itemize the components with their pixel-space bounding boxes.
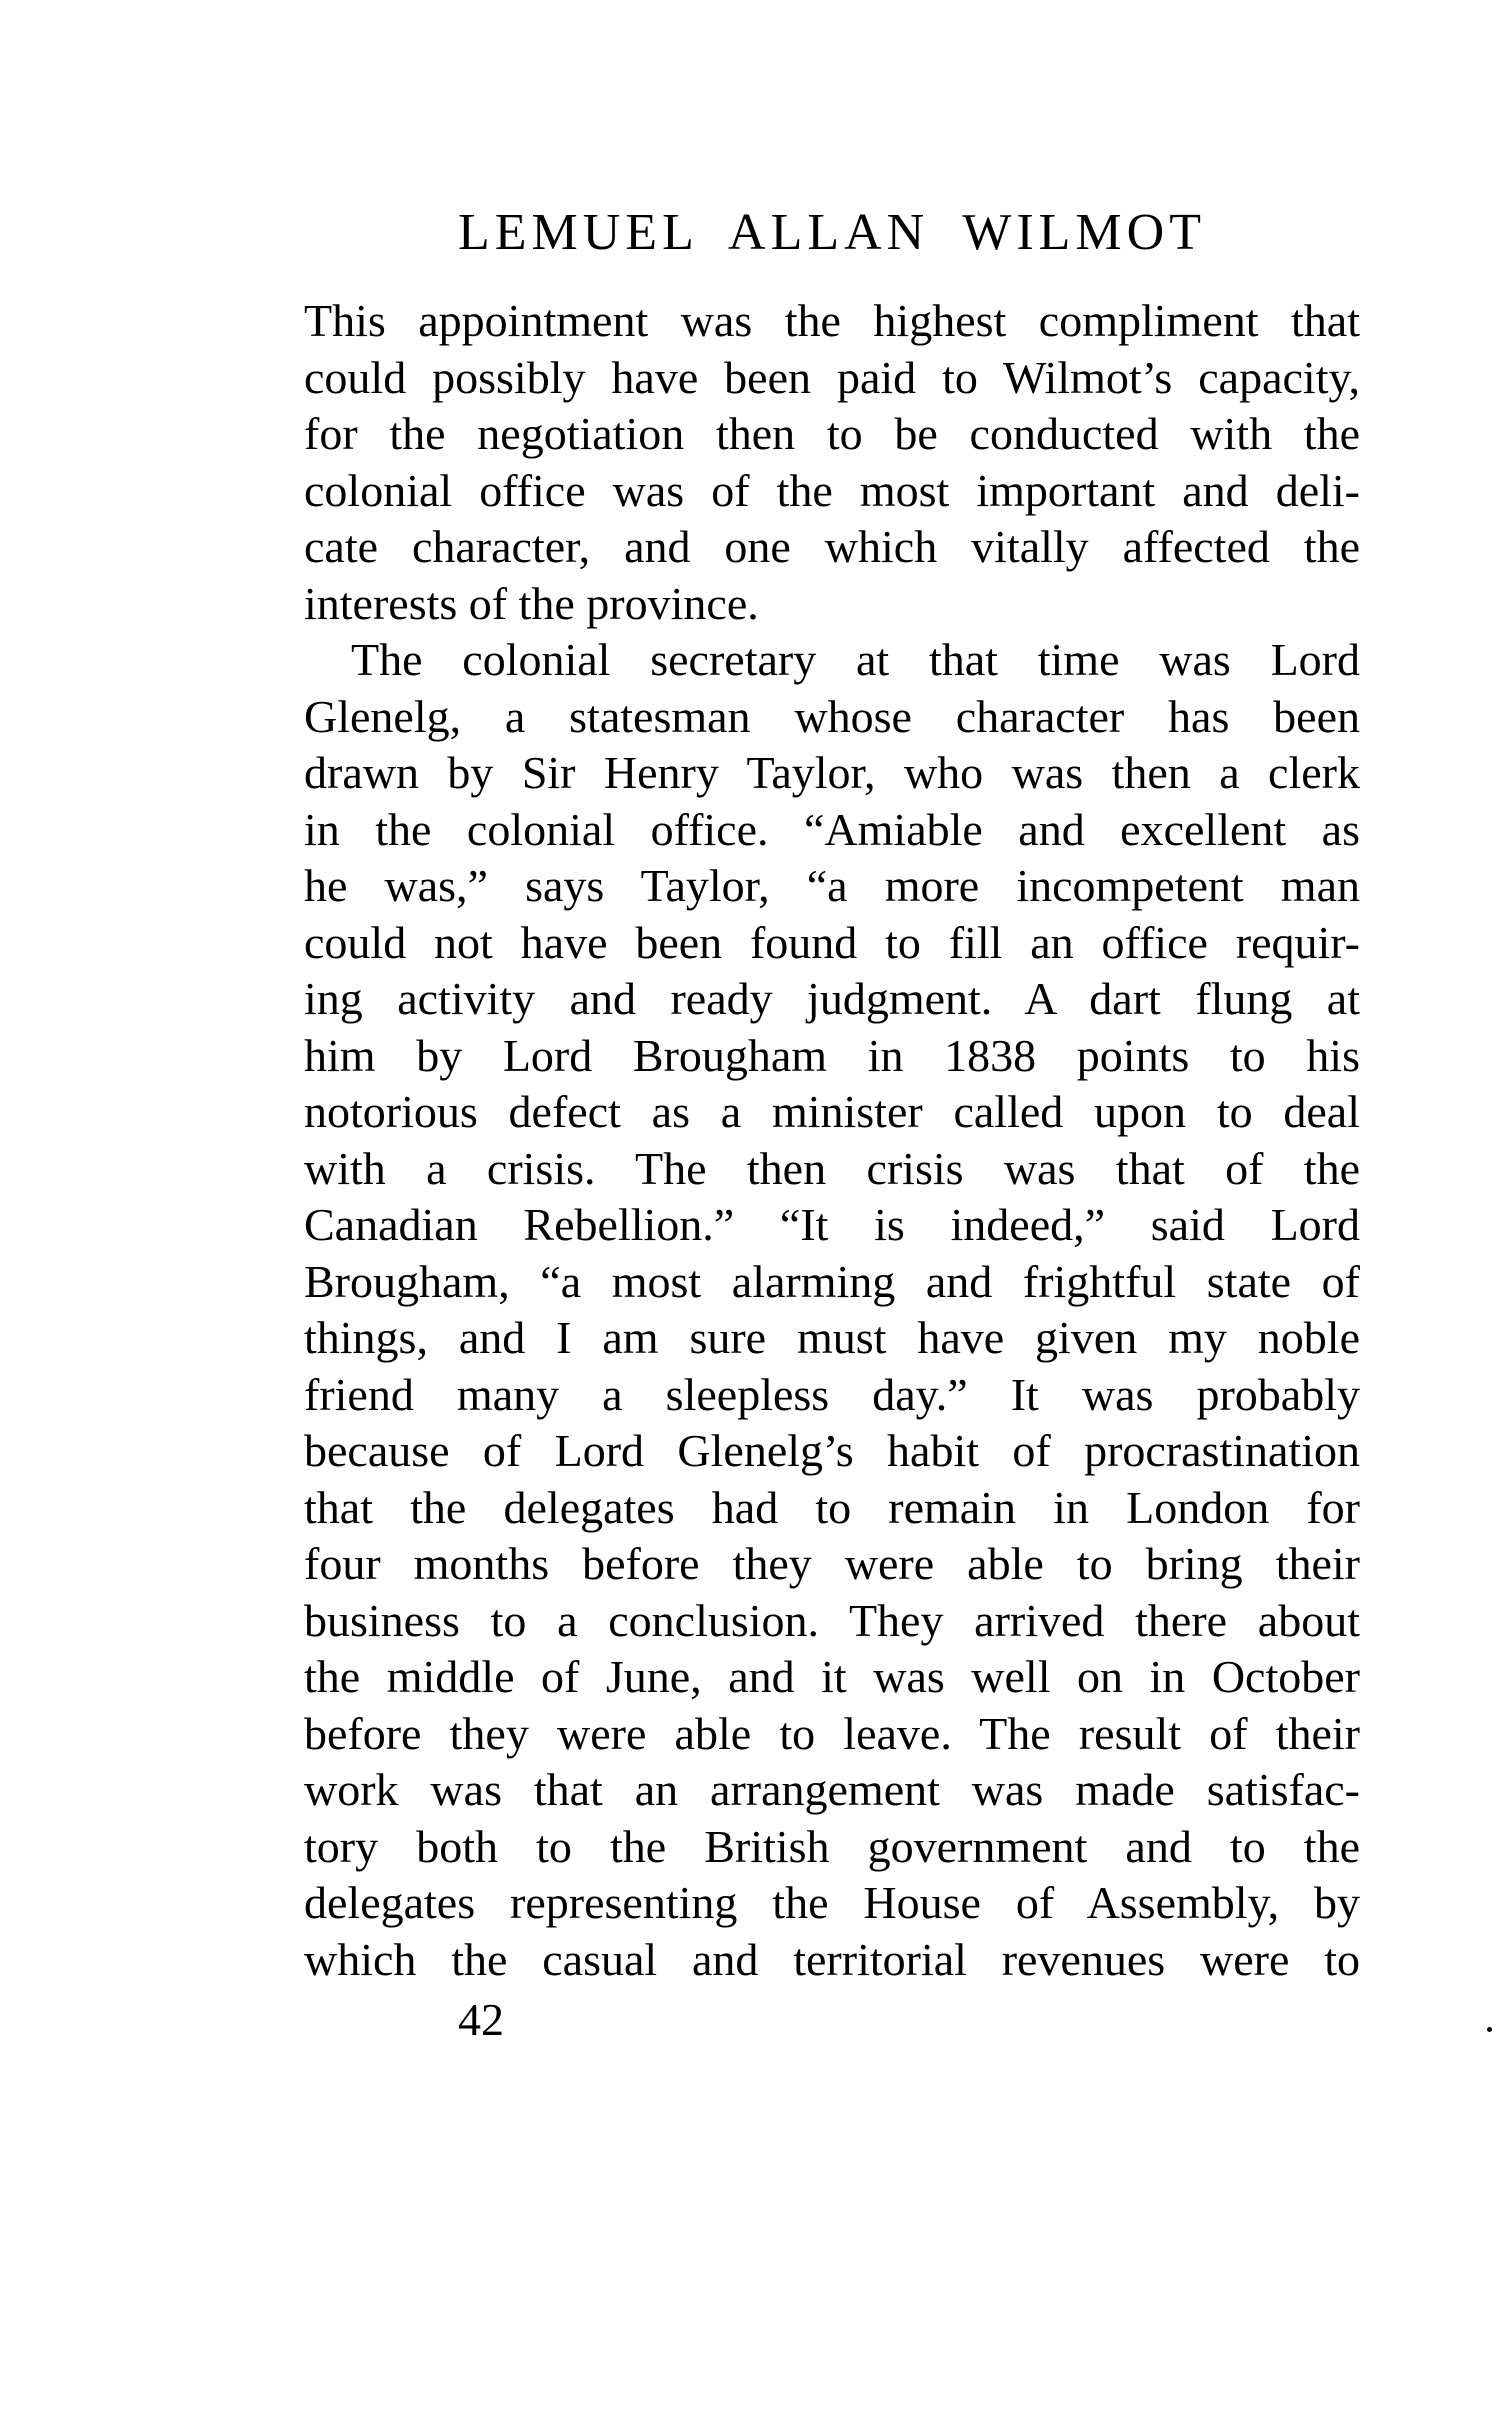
text-line: ing activity and ready judgment. A dart flung at	[304, 973, 1360, 1024]
text-line: interests of the province.	[304, 577, 759, 629]
text-line: friend many a sleepless day.” It was probably	[304, 1368, 1360, 1420]
text-line: cate character, and one which vitally affected the	[304, 521, 1360, 572]
text-line: he was,” says Taylor, “a more incompetent man	[304, 860, 1360, 911]
text-line: the middle of June, and it was well on in October	[304, 1651, 1360, 1702]
text-line: notorious defect as a minister called upon to deal	[304, 1086, 1360, 1137]
text-line: him by Lord Brougham in 1838 points to his	[304, 1029, 1360, 1081]
text-line: The colonial secretary at that time was Lord	[351, 634, 1360, 685]
text-line: before they were able to leave. The result of their	[304, 1707, 1360, 1759]
text-line: This appointment was the highest compliment that	[304, 295, 1360, 346]
text-line: business to a conclusion. They arrived there about	[304, 1594, 1360, 1646]
text-line: which the casual and territorial revenues were to	[304, 1933, 1360, 1985]
text-line: colonial office was of the most important and deli-	[304, 464, 1360, 516]
page-heading: LEMUEL ALLAN WILMOT	[457, 204, 1206, 261]
text-line: things, and I am sure must have given my noble	[304, 1312, 1360, 1363]
text-line: delegates representing the House of Assembly, by	[304, 1877, 1360, 1928]
text-line: Canadian Rebellion.” “It is indeed,” said Lord	[304, 1199, 1360, 1250]
text-line: work was that an arrangement was made satisfac-	[304, 1764, 1360, 1815]
text-line: with a crisis. The then crisis was that of the	[304, 1142, 1360, 1194]
text-line: in the colonial office. “Amiable and excellent as	[304, 803, 1360, 855]
text-line: four months before they were able to bring their	[304, 1538, 1360, 1589]
text-line: Glenelg, a statesman whose character has been	[304, 690, 1360, 742]
text-line: that the delegates had to remain in London for	[304, 1481, 1360, 1533]
text-line: drawn by Sir Henry Taylor, who was then a clerk	[304, 747, 1360, 798]
text-line: because of Lord Glenelg’s habit of procrastination	[304, 1425, 1360, 1476]
text-line: could not have been found to fill an office requir-	[304, 916, 1360, 968]
body-text	[304, 293, 1360, 1988]
text-line: tory both to the British government and to the	[304, 1820, 1360, 1872]
text-line: could possibly have been paid to Wilmot’s capacity,	[304, 351, 1360, 403]
text-line: Brougham, “a most alarming and frightful state of	[304, 1255, 1360, 1307]
text-line: for the negotiation then to be conducted with the	[304, 408, 1360, 459]
page-number: 42	[458, 1994, 504, 2045]
ink-speck-artifact	[1487, 2027, 1492, 2032]
